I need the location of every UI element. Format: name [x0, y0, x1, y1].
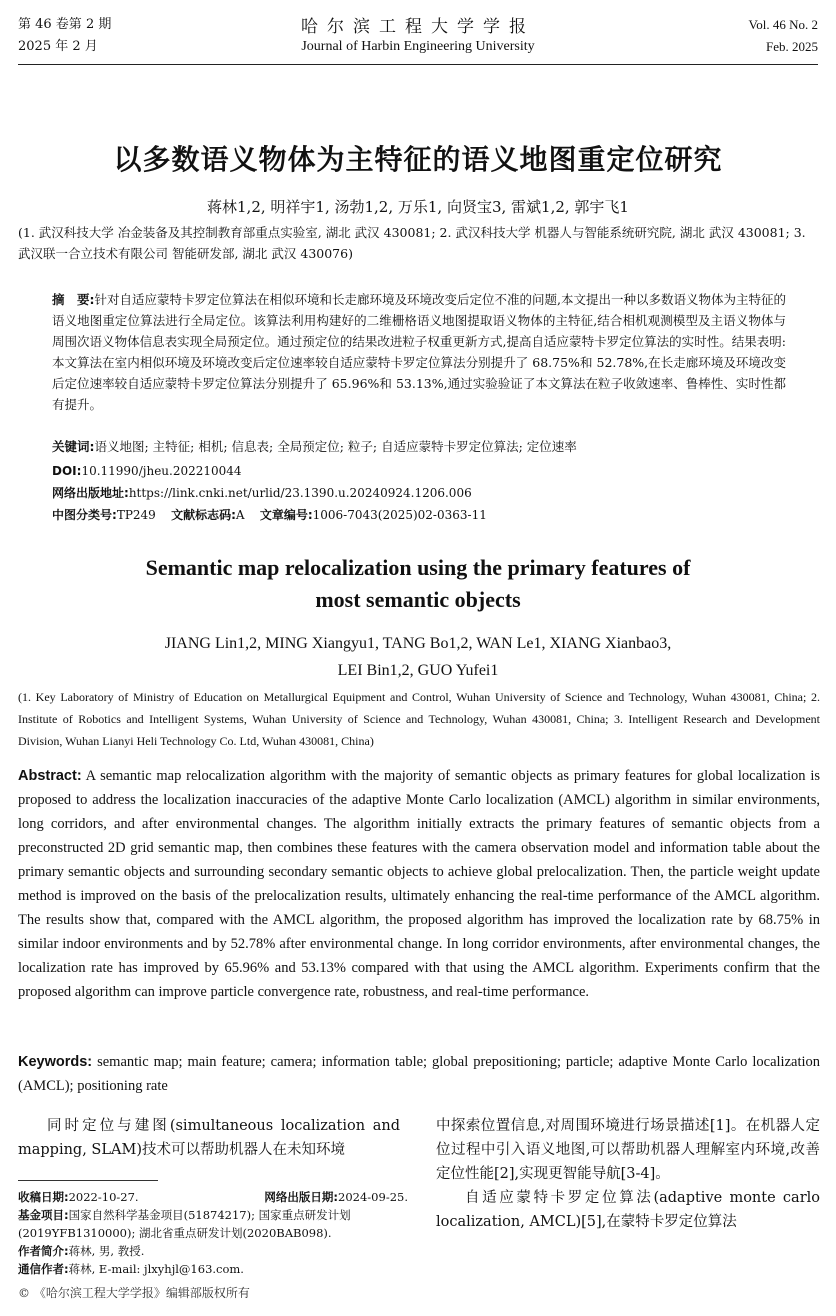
clc-value: TP249	[116, 508, 156, 522]
copyright-notice: © 《哈尔滨工程大学学报》编辑部版权所有	[18, 1286, 250, 1300]
classification-row	[52, 504, 786, 526]
doi-label: DOI:	[52, 464, 82, 478]
abstract-cn-label: 摘 要:	[52, 292, 95, 307]
author-row	[18, 1242, 408, 1260]
journal-name-en: Journal of Harbin Engineering University	[301, 39, 535, 54]
footnote	[18, 1188, 408, 1278]
date-cn: 2025 年 2 月	[18, 39, 98, 54]
authors-en	[0, 630, 836, 684]
keywords-en-label: Keywords:	[18, 1054, 93, 1070]
author-text: 蒋林, 男, 教授.	[68, 1244, 145, 1258]
abstract-en-text: A semantic map relocalization algorithm with the majority of semantic objects as primary features for global localization is proposed to address the localization inaccuracies of the adaptive Monte Carlo localization (AMCL) algorithm in similar environments, long corridors, and after environmental changes. The algorithm initially extracts the primary features of semantic objects from a preconstructed 2D grid semantic map, then combines these features with the camera observation model and information table about the primary semantic objects and surrounding secondary semantic objects to achieve global prelocalization. Then, the particle weight update method is improved on the basis of the prelocalization results, ultimately enhancing the real-time performance of the AMCL algorithm. The results show that, compared with the AMCL algorithm, the proposed algorithm has improved the localization rate by 68.75% in similar indoor environments and by 52.78% after environmental change. In long corridor environments, after environmental changes, the localization rate has improved by 65.96% and 53.13% compared with that using the AMCL algorithm. Experiments confirm that the proposed algorithm can improve particle convergence rate, robustness, and real-time performance.	[18, 768, 820, 1000]
doc-code-label: 文献标志码:	[171, 508, 236, 522]
url-value[interactable]: https://link.cnki.net/urlid/23.1390.u.20240924.1206.006	[128, 486, 472, 500]
affiliations-cn: (1. 武汉科技大学 冶金装备及其控制教育部重点实验室, 湖北 武汉 430081; 2. 武汉科技大学 机器人与智能系统研究院, 湖北 武汉 430081; 3. 武汉联一合立技术有限公司 智能研发部, 湖北 武汉 430076)	[18, 225, 806, 261]
article-no-label: 文章编号:	[259, 508, 313, 522]
url-row	[52, 482, 786, 504]
body-right-paragraph-2: 自适应蒙特卡罗定位算法(adaptive monte carlo localization, AMCL)[5],在蒙特卡罗定位算法	[436, 1190, 820, 1230]
title-en-line1: Semantic map relocalization using the primary features of	[145, 555, 691, 580]
url-label: 网络出版地址:	[52, 486, 129, 500]
abstract-cn-text: 针对自适应蒙特卡罗定位算法在相似环境和长走廊环境及环境改变后定位不准的问题,本文提出一种以多数语义物体为主特征的语义地图重定位算法进行全局定位。该算法利用构建好的二维栅格语义地图提取语义物体的主特征,结合相机观测模型及主语义物体与周围次语义物体信息表实现全局预定位。通过预定位的结果改进粒子权重更新方式,提高自适应蒙特卡罗定位算法的实时性。结果表明:本文算法在室内相似环境及环境改变后定位速率较自适应蒙特卡罗定位算法分别提升了 68.75%和 52.78%,在长走廊环境及环境改变后定位速率较自适应蒙特卡罗定位算法分别提升了 65.96%和 53.13%,通过实验验证了本文算法在粒子收敛速率、鲁棒性、实时性都有提升。	[52, 292, 786, 412]
footnote-dates	[18, 1188, 408, 1206]
header-left	[18, 14, 111, 58]
journal-name-cn: 哈尔滨工程大学学报	[301, 17, 535, 37]
keywords-en	[18, 1050, 820, 1098]
contact-label: 通信作者:	[18, 1262, 69, 1276]
doi-value[interactable]: 10.11990/jheu.202210044	[81, 464, 242, 478]
keywords-en-text: semantic map; main feature; camera; information table; global prepositioning; particle; adaptive Monte Carlo localization (AMCL); positioning rate	[18, 1054, 821, 1094]
article-meta	[52, 460, 786, 526]
title-cn: 以多数语义物体为主特征的语义地图重定位研究	[113, 143, 723, 176]
fund-row	[18, 1206, 408, 1242]
online-label: 网络出版日期:	[264, 1190, 339, 1204]
contact-text: 蒋林, E-mail: jlxyhjl@163.com.	[68, 1262, 244, 1276]
title-en-line2: most semantic objects	[315, 587, 521, 612]
abstract-en-label: Abstract:	[18, 768, 82, 784]
received-date: 2022-10-27.	[68, 1190, 139, 1204]
abstract-cn	[52, 289, 786, 415]
affiliations-en: (1. Key Laboratory of Ministry of Education on Metallurgical Equipment and Control, Wuhan University of Science and Technology, Wuhan 430081, China; 2. Institute of Robotics and Intelligent Systems, Wuhan University of Science and Technology, Wuhan 430081, China; 3. Intelligent Research and Development Division, Wuhan Lianyi Heli Technology Co. Ltd, Wuhan 430081, China)	[18, 690, 820, 748]
authors-en-line1: JIANG Lin1,2, MING Xiangyu1, TANG Bo1,2, WAN Le1, XIANG Xianbao3,	[164, 635, 672, 652]
date-en: Feb. 2025	[766, 39, 818, 54]
abstract-en	[18, 764, 820, 1004]
keywords-cn	[52, 436, 786, 457]
contact-row	[18, 1260, 408, 1278]
authors-en-line2: LEI Bin1,2, GUO Yufei1	[337, 662, 499, 679]
authors-cn: 蒋林1,2, 明祥宇1, 汤勃1,2, 万乐1, 向贤宝3, 雷斌1,2, 郭宇飞1	[207, 198, 629, 216]
keywords-cn-text: 语义地图; 主特征; 相机; 信息表; 全局预定位; 粒子; 自适应蒙特卡罗定位算法; 定位速率	[94, 439, 577, 454]
clc-label: 中图分类号:	[52, 508, 117, 522]
footnote-rule	[18, 1180, 158, 1181]
title-en	[0, 552, 836, 616]
header-center	[200, 12, 636, 55]
author-label: 作者简介:	[18, 1244, 69, 1258]
body-left-column: 同时定位与建图(simultaneous localization and mapping, SLAM)技术可以帮助机器人在未知环境	[18, 1118, 400, 1158]
keywords-cn-label: 关键词:	[52, 439, 95, 454]
doc-code-value: A	[235, 508, 245, 522]
fund-label: 基金项目:	[18, 1208, 69, 1222]
received-label: 收稿日期:	[18, 1190, 69, 1204]
header-right	[749, 14, 818, 58]
volume-cn: 第 46 卷第 2 期	[18, 17, 112, 32]
fund-text: 国家自然科学基金项目(51874217); 国家重点研发计划(2019YFB1310000); 湖北省重点研发计划(2020BAB098).	[18, 1208, 351, 1240]
header-rule	[18, 64, 818, 65]
doi-row	[52, 460, 786, 482]
body-right-paragraph-1: 中探索位置信息,对周围环境进行场景描述[1]。在机器人定位过程中引入语义地图,可以帮助机器人理解室内环境,改善定位性能[2],实现更智能导航[3-4]。	[436, 1118, 820, 1182]
volume-en: Vol. 46 No. 2	[748, 17, 818, 32]
online-date: 2024-09-25.	[338, 1190, 408, 1204]
article-no-value: 1006-7043(2025)02-0363-11	[312, 508, 487, 522]
body-right-column	[436, 1114, 820, 1234]
